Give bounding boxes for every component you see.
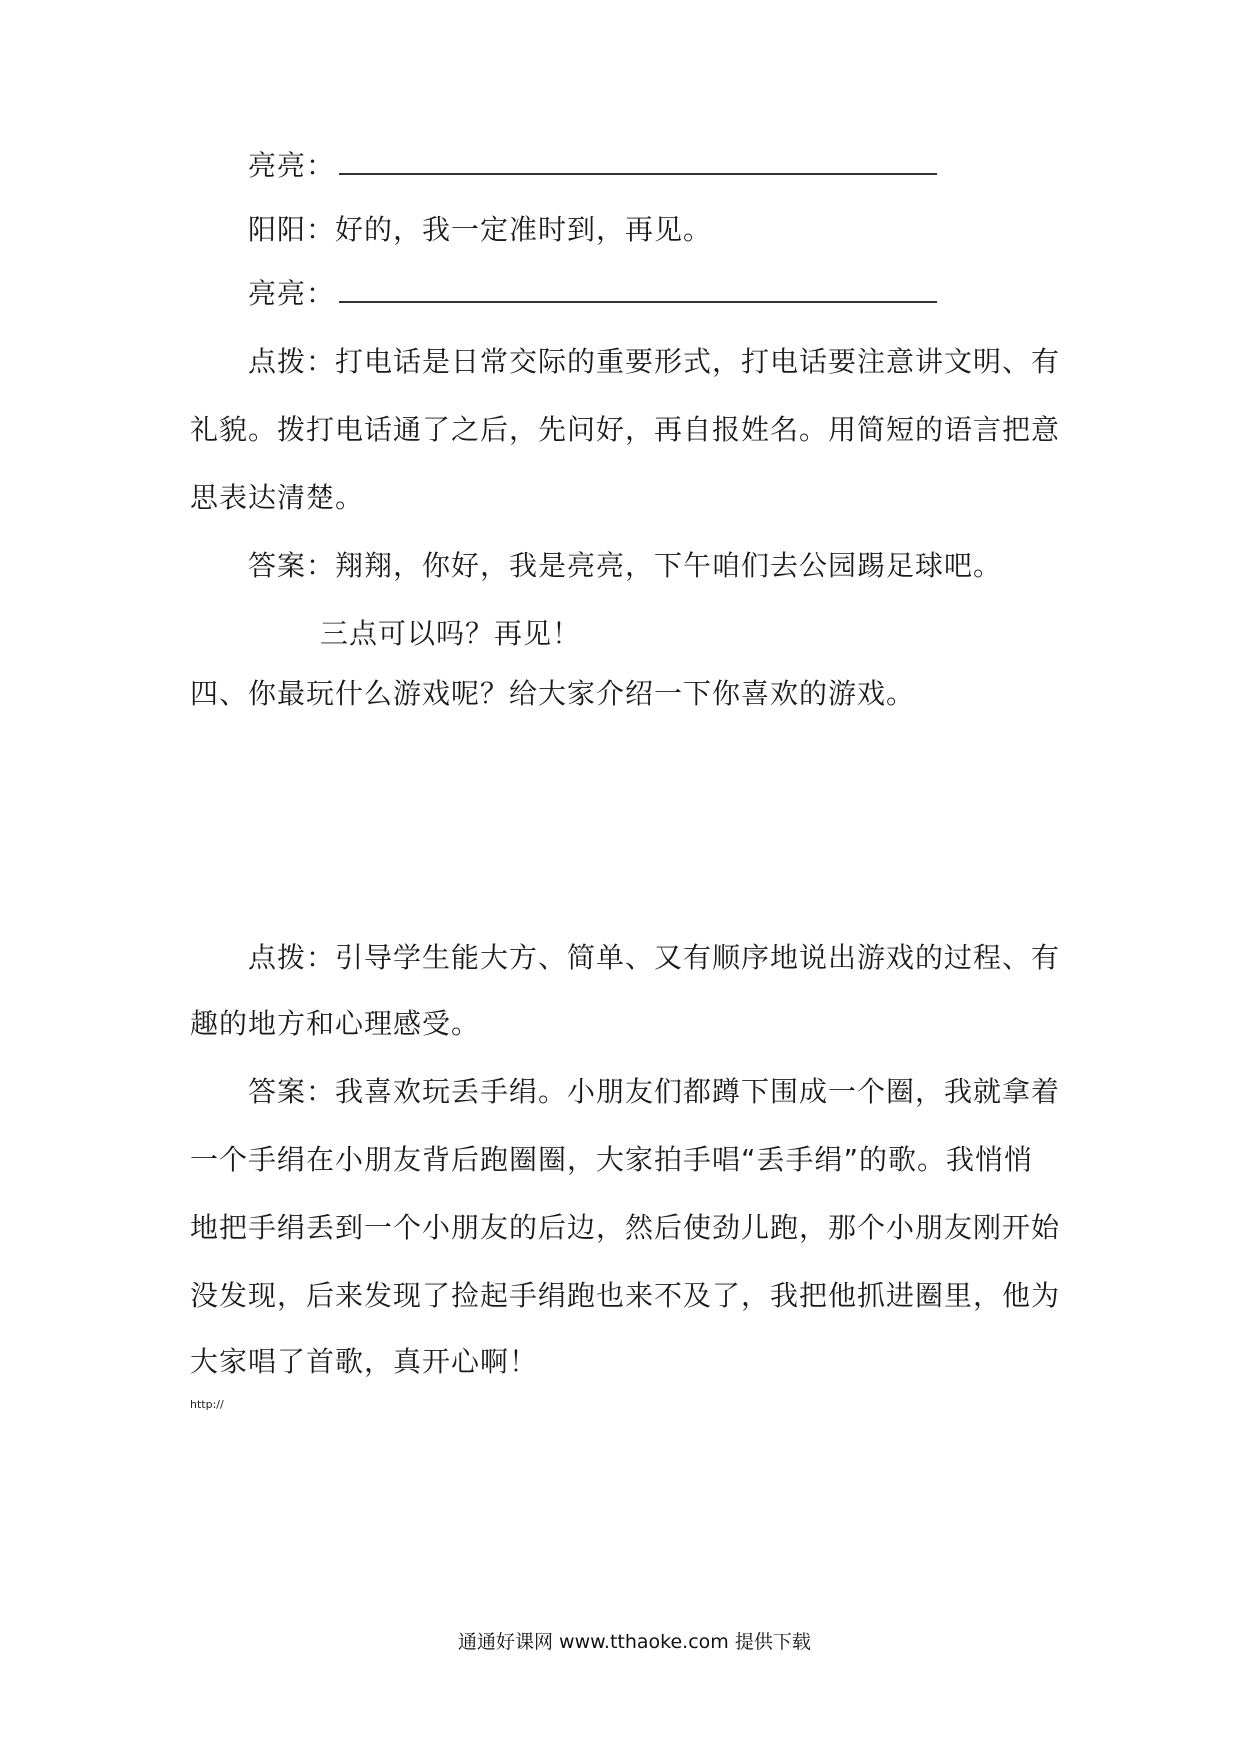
hint-paragraph-line: 趣的地方和心理感受。 <box>190 1007 481 1040</box>
answer-paragraph-line: 一个手绢在小朋友背后跑圈圈，大家拍手唱“丢手绢”的歌。我悄悄 <box>190 1143 1034 1176</box>
dialogue-line-liangliang-2 <box>248 276 937 312</box>
hint-paragraph-line: 点拨：打电话是日常交际的重要形式，打电话要注意讲文明、有 <box>248 345 1061 378</box>
hint-paragraph-line: 礼貌。拨打电话通了之后，先问好，再自报姓名。用简短的语言把意 <box>190 413 1061 446</box>
hint-paragraph-line: 思表达清楚。 <box>190 481 365 514</box>
dialogue-line-yangyang: 阳阳：好的，我一定准时到，再见。 <box>248 213 713 246</box>
answer-paragraph-line: 答案：我喜欢玩丢手绢。小朋友们都蹲下围成一个圈，我就拿着 <box>248 1075 1061 1108</box>
hint-paragraph-line: 点拨：引导学生能大方、简单、又有顺序地说出游戏的过程、有 <box>248 941 1061 974</box>
question-heading: 四、你最玩什么游戏呢？给大家介绍一下你喜欢的游戏。 <box>190 677 916 710</box>
answer-paragraph-line: 地把手绢丢到一个小朋友的后边，然后使劲儿跑，那个小朋友刚开始 <box>190 1211 1061 1244</box>
dialogue-line-liangliang-1 <box>248 148 937 184</box>
url-text: http:// <box>190 1398 224 1411</box>
answer-paragraph-line: 三点可以吗？再见！ <box>320 617 582 650</box>
answer-blank-2 <box>339 279 937 303</box>
answer-blank-1 <box>339 151 937 175</box>
answer-paragraph-line: 大家唱了首歌，真开心啊！ <box>190 1345 539 1378</box>
speaker-label: 亮亮： <box>248 277 336 310</box>
answer-paragraph-line: 没发现，后来发现了捡起手绢跑也来不及了，我把他抓进圈里，他为 <box>190 1279 1061 1312</box>
footer-credit: 通通好课网 www.tthaoke.com 提供下载 <box>458 1631 811 1653</box>
answer-paragraph-line: 答案：翔翔，你好，我是亮亮，下午咱们去公园踢足球吧。 <box>248 549 1003 582</box>
speaker-label: 亮亮： <box>248 149 336 182</box>
